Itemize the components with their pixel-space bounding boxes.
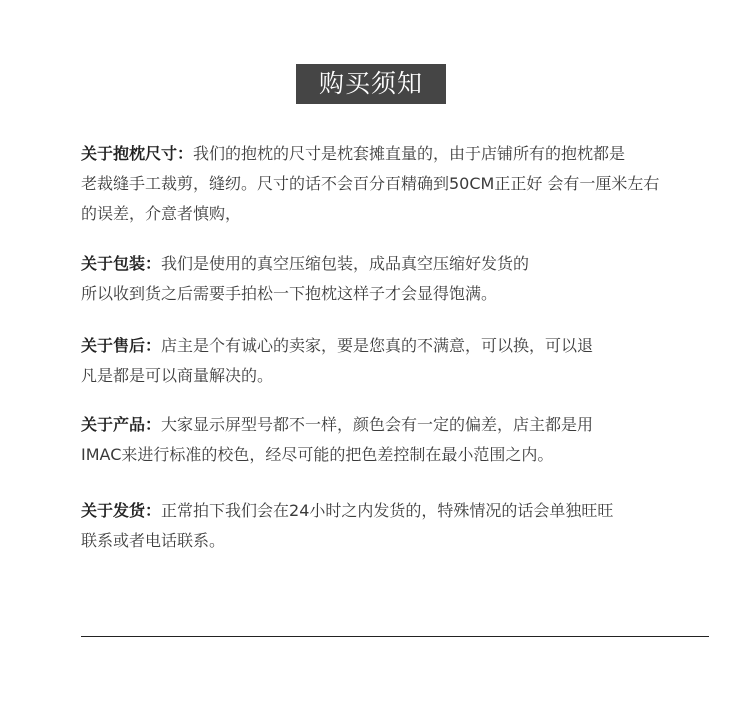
section-text: 凡是都是可以商量解决的。 xyxy=(81,366,274,385)
section-text: 店主是个有诚心的卖家，要是您真的不满意，可以换，可以退 xyxy=(161,336,594,355)
section-label: 关于产品： xyxy=(81,415,162,434)
section-first-line xyxy=(81,410,731,440)
section-text: 的误差，介意者慎购， xyxy=(81,204,242,223)
section-text: IMAC来进行标准的校色，经尽可能的把色差控制在最小范围之内。 xyxy=(81,445,554,464)
section-packing xyxy=(81,249,731,309)
section-text: 老裁缝手工裁剪，缝纫。尺寸的话不会百分百精确到50CM正正好 会有一厘米左右 xyxy=(81,174,660,193)
section-label: 关于包装： xyxy=(81,254,162,273)
bottom-divider xyxy=(81,636,709,637)
section-label: 关于售后： xyxy=(81,336,162,355)
section-label: 关于发货： xyxy=(81,501,162,520)
section-first-line xyxy=(81,139,731,169)
section-text: 我们是使用的真空压缩包装，成品真空压缩好发货的 xyxy=(161,254,530,273)
section-first-line xyxy=(81,496,731,526)
section-label: 关于抱枕尺寸： xyxy=(81,144,194,163)
section-text: 正常拍下我们会在24小时之内发货的，特殊情况的话会单独旺旺 xyxy=(161,501,614,520)
section-text: 所以收到货之后需要手拍松一下抱枕这样子才会显得饱满。 xyxy=(81,284,498,303)
section-first-line xyxy=(81,331,731,361)
section-text: 我们的抱枕的尺寸是枕套摊直量的，由于店铺所有的抱枕都是 xyxy=(193,144,626,163)
section-product xyxy=(81,410,731,470)
section-shipping xyxy=(81,496,731,556)
section-text: 联系或者电话联系。 xyxy=(81,531,226,550)
section-text: 大家显示屏型号都不一样，颜色会有一定的偏差，店主都是用 xyxy=(161,415,594,434)
page-title: 购买须知 xyxy=(296,64,446,104)
section-after-sale xyxy=(81,331,731,391)
section-pillow-size xyxy=(81,139,731,229)
section-first-line xyxy=(81,249,731,279)
